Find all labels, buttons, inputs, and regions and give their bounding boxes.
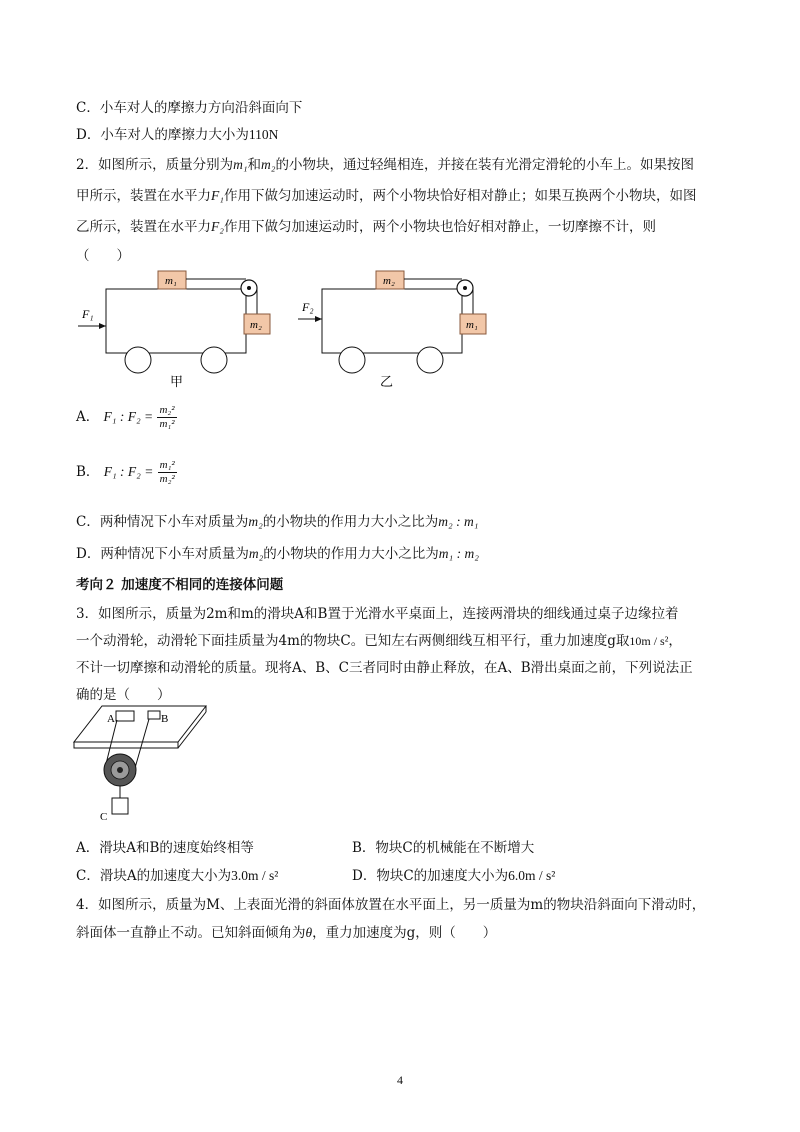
q3-stem-line3: 不计一切摩擦和动滑轮的质量。现将A、B、C三者同时由静止释放，在A、B滑出桌面之前，下列说法正	[76, 660, 693, 676]
wheel-left	[125, 347, 151, 373]
fraction: $\frac{\text{m₁²}}{\text{m₂²}}$	[159, 459, 175, 485]
q2-stem-line1: 2．如图所示，质量分别为m₁和m₂的小物块，通过轻绳相连，并接在装有光滑定滑轮的小车上。如果按图	[76, 157, 694, 173]
wheel-left	[339, 347, 365, 373]
q2-figure-yi	[296, 266, 496, 390]
q3-stem-line4: 确的是（ ）	[76, 687, 171, 703]
q3-option-c: C．滑块A的加速度大小为3.0m / s²	[76, 868, 279, 884]
block-c	[112, 798, 128, 814]
q2-stem-line2: 甲所示，装置在水平力F₁作用下做匀加速运动时，两个小物块恰好相对静止；如果互换两个小物块，如图	[76, 188, 697, 204]
figure-jia-label: 甲	[170, 374, 184, 389]
q2-stem-line3: 乙所示，装置在水平力F₂作用下做匀加速运动时，两个小物块也恰好相对静止，一切摩擦不计，则	[76, 219, 656, 235]
q3-stem-line1: 3．如图所示，质量为2m和m的滑块A和B置于光滑水平桌面上，连接两滑块的细线通过桌子边缘拉着	[76, 606, 679, 622]
q2-option-a: A． F₁ : F₂ = $\frac{\text{m₂²}}{\text{m₁²}}$	[76, 404, 175, 430]
block-a-label: A	[107, 713, 115, 725]
table-top	[74, 706, 206, 742]
wheel-right	[201, 347, 227, 373]
force-f1-label: F₁	[82, 307, 94, 321]
q4-stem-line1: 4．如图所示，质量为M、上表面光滑的斜面体放置在水平面上，另一质量为m的物块沿斜面向下滑动时，	[76, 897, 706, 913]
figure-yi-label: 乙	[380, 374, 394, 389]
q1-option-c: C．小车对人的摩擦力方向沿斜面向下	[76, 100, 303, 116]
section-heading: 考向２ 加速度不相同的连接体问题	[76, 577, 284, 593]
block-a	[116, 711, 134, 721]
q2-figure-jia	[76, 266, 276, 390]
force-f2-label: F₂	[302, 300, 314, 314]
q3-option-b: B．物块C的机械能在不断增大	[352, 840, 535, 856]
block-m1-label: m₁	[466, 319, 478, 331]
q3-stem-line2: 一个动滑轮，动滑轮下面挂质量为4m的物块C。已知左右两侧细线互相平行，重力加速度g取10m / s²，	[76, 633, 682, 649]
q2-answer-paren: （ ）	[76, 248, 130, 264]
block-b	[148, 711, 160, 719]
q2-option-b: B． F₁ : F₂ = $\frac{\text{m₁²}}{\text{m₂²}}$	[76, 459, 175, 485]
q3-option-d: D．物块C的加速度大小为6.0m / s²	[352, 868, 556, 884]
page-number: 4	[397, 1073, 403, 1087]
block-m2-label: m₂	[383, 275, 395, 287]
block-m2-label: m₂	[250, 319, 262, 331]
block-m1-label: m₁	[165, 275, 177, 287]
q2-option-d: D．两种情况下小车对质量为m₂的小物块的作用力大小之比为m₁ : m₂	[76, 546, 479, 562]
block-c-label: C	[100, 811, 108, 823]
q2-option-c: C．两种情况下小车对质量为m₂的小物块的作用力大小之比为m₂ : m₁	[76, 514, 479, 530]
q4-stem-line2: 斜面体一直静止不动。已知斜面倾角为θ，重力加速度为g，则（ ）	[76, 925, 497, 941]
q3-figure	[72, 700, 212, 830]
wheel-right	[417, 347, 443, 373]
q1-option-d: D．小车对人的摩擦力大小为110N	[76, 127, 279, 143]
q3-option-a: A．滑块A和B的速度始终相等	[76, 840, 254, 856]
fraction: $\frac{\text{m₂²}}{\text{m₁²}}$	[159, 404, 175, 430]
block-b-label: B	[161, 713, 169, 725]
